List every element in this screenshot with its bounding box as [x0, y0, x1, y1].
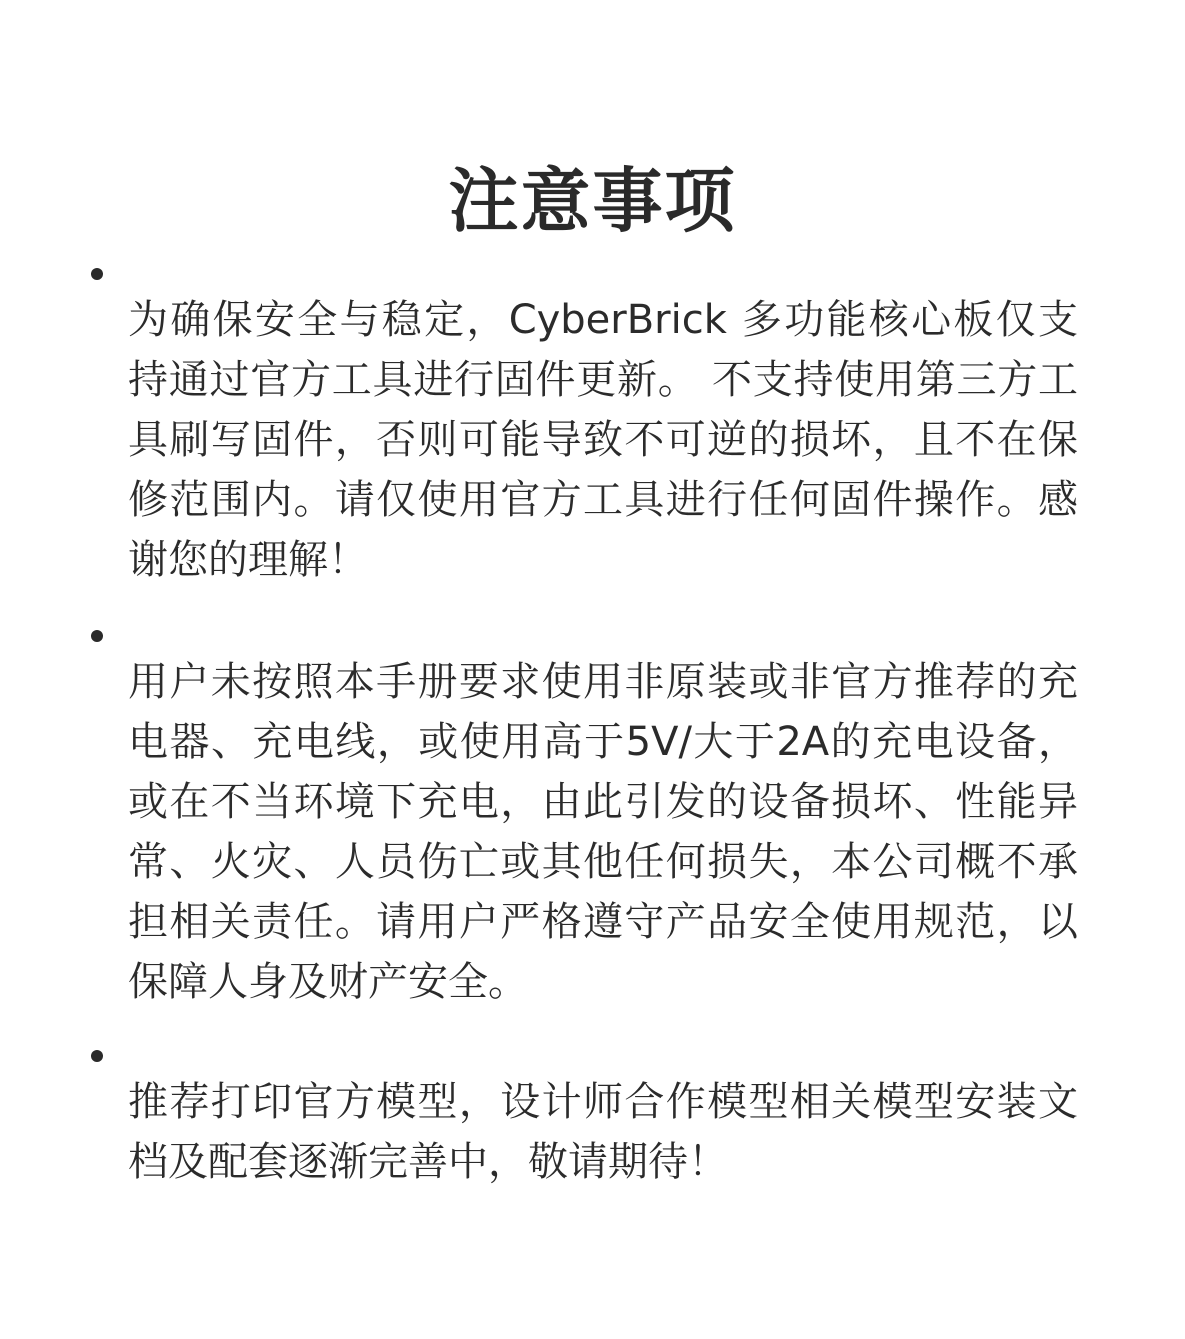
notice-text: 用户未按照本手册要求使用非原装或非官方推荐的充电器、充电线，或使用高于5V/大于2A的充电设备，或在不当环境下充电，由此引发的设备损坏、性能异常、火灾、人员伤亡或其他任何损失，本公司概不承担相关责任。请用户严格遵守产品安全使用规范，以保障人身及财产安全。 [128, 659, 1078, 1005]
notice-text: 推荐打印官方模型，设计师合作模型相关模型安装文档及配套逐渐完善中，敬请期待！ [128, 1079, 1078, 1185]
bullet-icon [91, 630, 103, 642]
bullet-icon [91, 268, 103, 280]
bullet-icon [91, 1050, 103, 1062]
page-title: 注意事项 [448, 159, 737, 242]
notice-text: 为确保安全与稳定，CyberBrick 多功能核心板仅支持通过官方工具进行固件更新。 不支持使用第三方工具刷写固件，否则可能导致不可逆的损坏，且不在保修范围内。请仅使用官方工具进行任何固件操作。感谢您的理解！ [128, 297, 1078, 583]
